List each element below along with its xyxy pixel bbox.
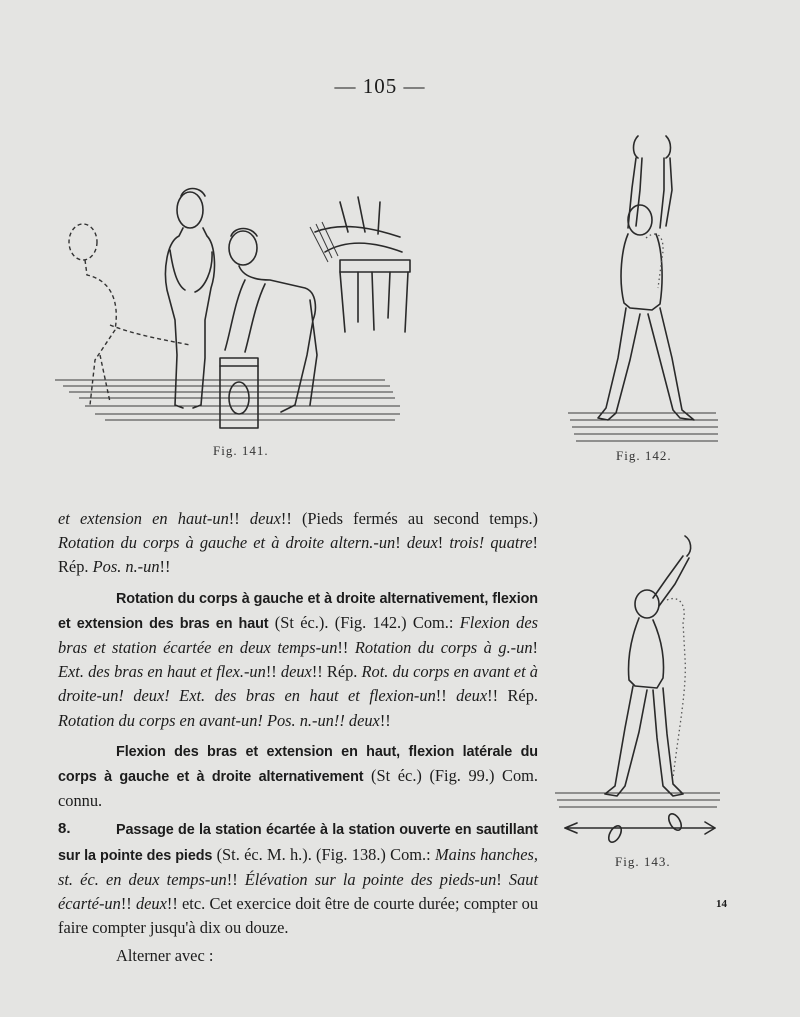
text-segment: !! Rép.: [487, 686, 539, 706]
page-number: — 105 —: [334, 74, 426, 98]
text-segment: !: [395, 533, 407, 553]
text-segment: !! (Pieds fermés au second temps.): [280, 509, 539, 528]
exercise-number: 8.: [58, 820, 71, 838]
text-segment: deux: [406, 533, 438, 553]
text-segment: Rotation du corps à g.-un: [354, 638, 533, 658]
text-segment: !: [532, 638, 538, 658]
text-segment: (St éc.). (Fig. 142.) Com.:: [268, 612, 460, 632]
text-segment: Alterner avec :: [116, 946, 214, 966]
exercise-title: Rotation du corps à gauche et à droite alternativement, flexion et extension des bras en haut: [58, 590, 538, 632]
text-segment: deux: [280, 662, 312, 682]
text-segment: ! Rép.: [58, 533, 538, 577]
text-segment: !! etc. Cet exercice doit être de courte durée; compter ou faire compter jusqu'à dix ou douze.: [58, 894, 539, 938]
figure-142-illustration: [568, 128, 718, 448]
paragraph-5: [58, 944, 538, 968]
figure-141: [55, 180, 400, 458]
text-segment: Rotation du corps à gauche et à droite altern.-un: [58, 533, 396, 553]
figure-143-illustration: [555, 528, 725, 843]
text-segment: Saut écarté-un: [58, 869, 539, 914]
text-segment: !!: [228, 509, 250, 528]
figure-142-caption: Fig. 142.: [616, 448, 672, 463]
text-segment: (St. éc. M. h.). (Fig. 138.) Com.:: [212, 844, 435, 864]
figure-142: [568, 128, 718, 468]
text-segment: Ext. des bras en haut et flex.-un: [58, 662, 266, 682]
text-segment: !!: [265, 662, 281, 682]
text-segment: trois! quatre: [449, 533, 533, 553]
text-segment: Flexion des bras et station écartée en deux temps-un: [58, 612, 538, 658]
text-segment: !!: [435, 686, 457, 706]
paragraph-2: [58, 586, 538, 733]
text-segment: et extension en haut-un: [58, 509, 229, 528]
text-segment: !!: [379, 710, 391, 730]
text-segment: !!: [120, 894, 136, 914]
text-segment: deux: [456, 686, 488, 706]
paragraph-4: [58, 817, 538, 940]
paragraph-3: [58, 739, 538, 814]
text-segment: Pos. n.-un: [92, 557, 160, 577]
text-segment: deux: [135, 894, 167, 914]
exercise-title: Flexion des bras et extension en haut, flexion latérale du corps à gauche et à droite alternativement: [58, 743, 538, 786]
text-segment: !: [437, 533, 450, 553]
text-segment: Rotation du corps en avant-un! Pos. n.-un!! deux: [58, 710, 380, 730]
paragraph-1: [58, 507, 538, 580]
figure-143: [555, 528, 725, 873]
figure-143-caption: Fig. 143.: [615, 854, 671, 869]
figure-141-caption: Fig. 141.: [213, 443, 269, 458]
text-segment: deux: [249, 509, 281, 528]
exercise-title: Passage de la station écartée à la station ouverte en sautillant sur la pointe des pieds: [58, 822, 538, 864]
signature-mark: 14: [716, 898, 727, 910]
text-segment: Rot. du corps en avant et à droite-un! deux! Ext. des bras en haut et flexion-un: [58, 662, 538, 706]
text-segment: (St éc.) (Fig. 99.) Com. connu.: [58, 766, 538, 811]
text-segment: !!: [337, 638, 355, 658]
body-text: [58, 507, 538, 969]
text-segment: !: [496, 869, 509, 889]
text-segment: Mains hanches, st. éc. en deux temps-un: [58, 844, 539, 889]
text-segment: Élévation sur la pointe des pieds-un: [244, 869, 497, 889]
text-segment: !!: [159, 557, 171, 577]
text-segment: !!: [226, 869, 245, 889]
figure-141-detail-illustration: [310, 192, 420, 332]
text-segment: !! Rép.: [311, 662, 362, 682]
